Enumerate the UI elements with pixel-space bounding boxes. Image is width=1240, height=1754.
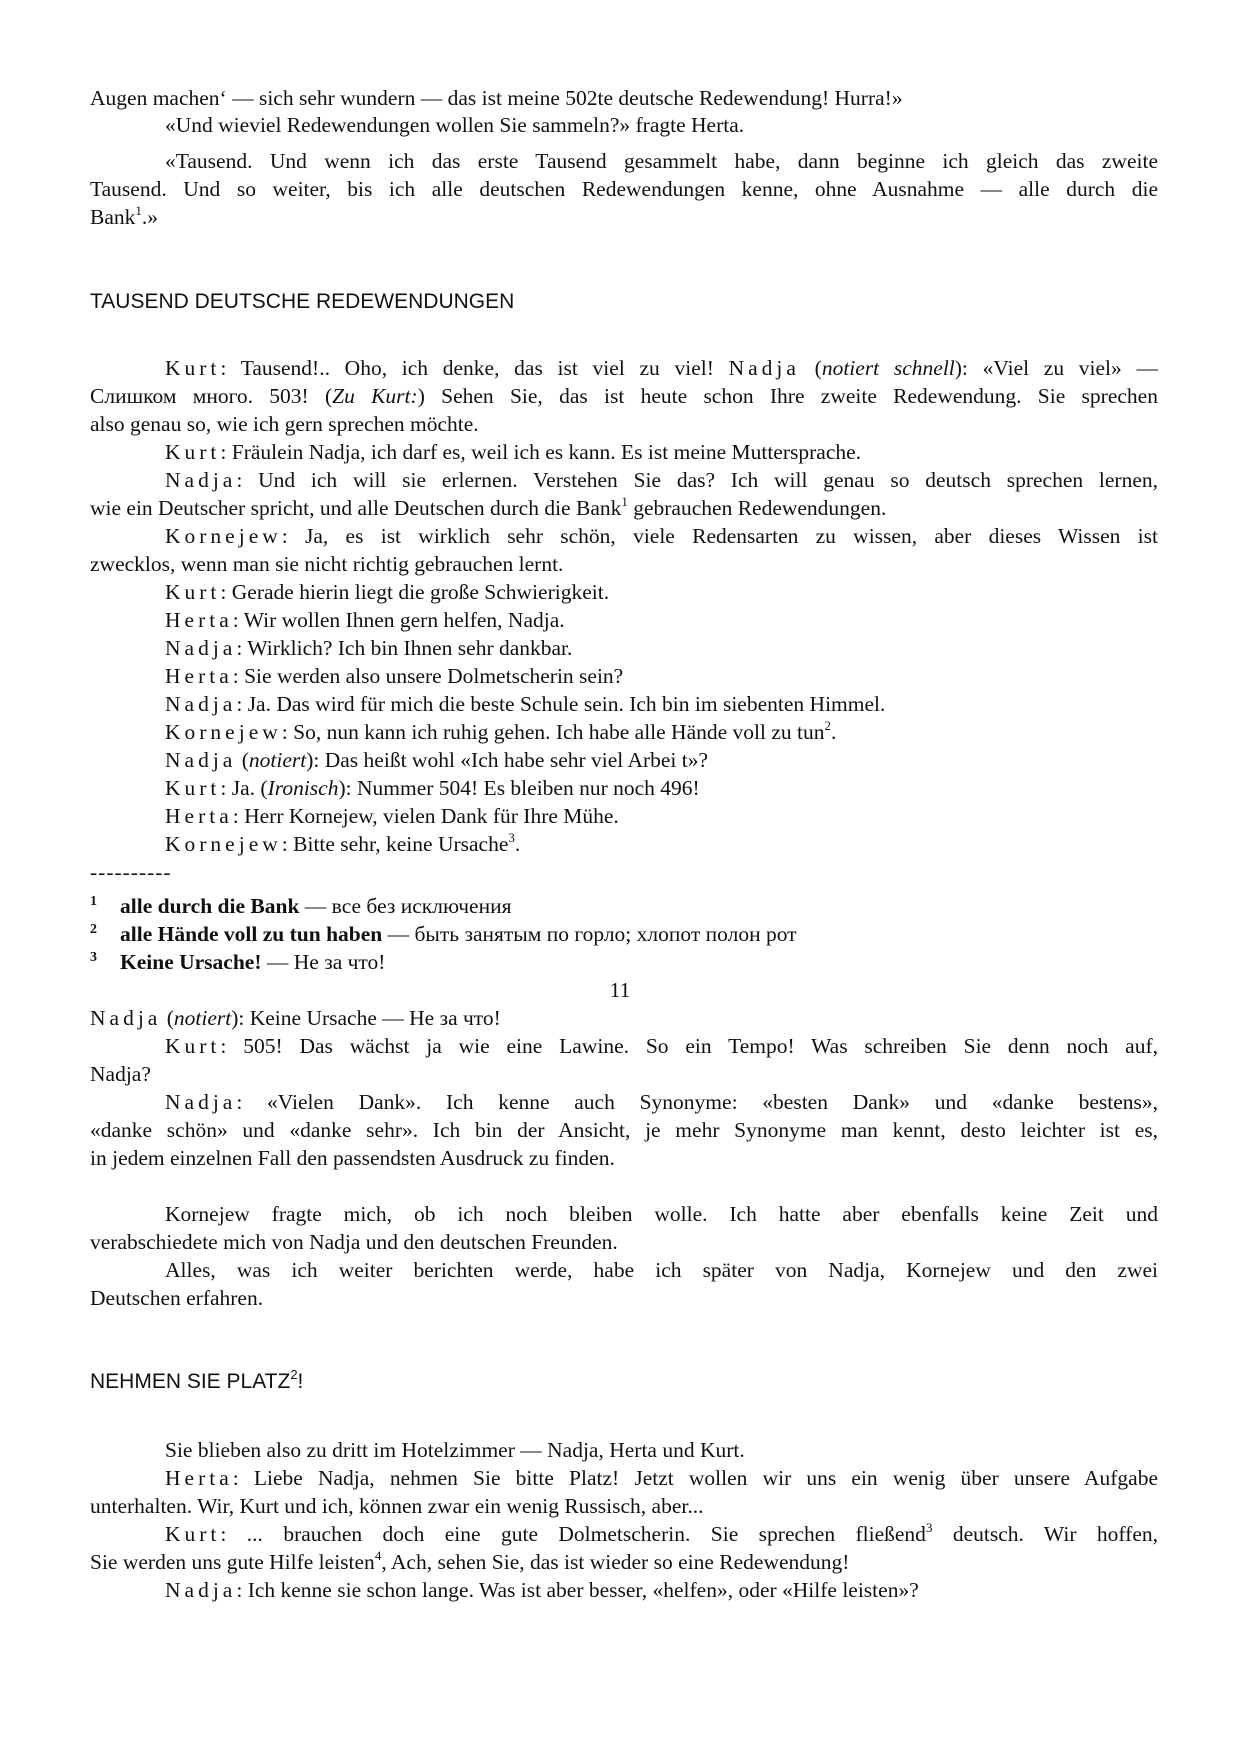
dialogue-line: Nadja: Wirklich? Ich bin Ihnen sehr dankbar. [165,636,573,660]
dialogue-line: Herta: Herr Kornejew, vielen Dank für Ihre Mühe. [165,804,619,828]
dialogue-line: Kurt: Ja. (Ironisch): Nummer 504! Es bleiben nur noch 496! [165,776,700,800]
speaker-name: Kurt [165,580,221,604]
speaker-name: Kurt [165,776,221,800]
dialogue-line: Kornejew: Ja, es ist wirklich sehr schön, viele Redensarten zu wissen, aber dieses Wissen ist [165,524,1158,548]
dialogue-line: zwecklos, wenn man sie nicht richtig gebrauchen lernt. [90,552,564,576]
dialogue-line: Kurt: Tausend!.. Oho, ich denke, das ist viel zu viel! Nadja (notiert schnell): «Viel zu viel» — [165,356,1158,380]
dialogue-line: Kornejew: Bitte sehr, keine Ursache$^3$. [165,830,521,856]
footnote-ref: 2 [290,1367,298,1382]
section-heading: TAUSEND DEUTSCHE REDEWENDUNGEN [90,290,515,313]
speaker-name: Kornejew [165,720,282,744]
speaker-name: Kornejew [165,524,282,548]
page-number: 11 [609,978,631,1002]
text-line: Tausend. Und so weiter, bis ich alle deutschen Redewendungen kenne, ohne Ausnahme — alle durch die [90,177,1158,201]
dialogue-line: unterhalten. Wir, Kurt und ich, können zwar ein wenig Russisch, aber... [90,1494,704,1518]
dialogue-line: Nadja (notiert): Das heißt wohl «Ich habe sehr viel Arbei t»? [165,748,709,772]
dialogue-line: in jedem einzelnen Fall den passendsten Ausdruck zu finden. [90,1146,615,1170]
text-line: «Und wieviel Redewendungen wollen Sie sammeln?» fragte Herta. [165,113,745,137]
speaker-name: Nadja [90,1006,162,1030]
section-heading: NEHMEN SIE PLATZ$^2$! [90,1367,304,1393]
dialogue-line: Nadja: Ja. Das wird für mich die beste Schule sein. Ich bin im siebenten Himmel. [165,692,886,716]
footnote-ref: 3 [925,1520,933,1535]
text-line: Kornejew fragte mich, ob ich noch bleiben wolle. Ich hatte aber ebenfalls keine Zeit und [165,1202,1158,1226]
dialogue-line: Kornejew: So, nun kann ich ruhig gehen. Ich habe alle Hände voll zu tun$^2$. [165,718,837,744]
dialogue-line: «danke schön» und «danke sehr». Ich bin der Ansicht, je mehr Synonyme man kennt, desto leichter ist es, [90,1118,1158,1142]
footnote: 1 alle durch die Bank — все без исключения [90,894,512,918]
footnote-ref: 1 [135,203,142,218]
dialogue-line: Herta: Liebe Nadja, nehmen Sie bitte Platz! Jetzt wollen wir uns ein wenig über unsere Aufgabe [165,1466,1158,1490]
dialogue-line: Nadja: «Vielen Dank». Ich kenne auch Synonyme: «besten Dank» und «danke bestens», [165,1090,1158,1114]
dialogue-line: wie ein Deutscher spricht, und alle Deutschen durch die Bank$^1$ gebrauchen Redewendungen. [90,494,887,520]
text-line: Deutschen erfahren. [90,1286,264,1310]
dialogue-line: Kurt: ... brauchen doch eine gute Dolmetscherin. Sie sprechen fließend$^3$ deutsch. Wir hoffen, [165,1520,1159,1546]
dialogue-line: Слишком много. 503! (Zu Kurt:) Sehen Sie, das ist heute schon Ihre zweite Redewendung. Sie sprechen [90,384,1158,408]
dialogue-line: Nadja: Ich kenne sie schon lange. Was ist aber besser, «helfen», oder «Hilfe leisten»? [165,1578,919,1602]
footnote: 3 Keine Ursache! — Не за что! [90,950,386,974]
footnote-ref: 2 [824,718,832,733]
footnote-ref: 1 [621,494,628,509]
speaker-name: Herta [165,1466,233,1490]
speaker-name: Kurt [165,1522,221,1546]
dialogue-line: Sie werden uns gute Hilfe leisten$^4$, Ach, sehen Sie, das ist wieder so eine Redewendung! [90,1548,850,1574]
speaker-name: Nadja [165,636,237,660]
text-line: Bank$^1$.» [90,203,159,229]
footnote: 2 alle Hände voll zu tun haben — быть занятым по горло; хлопот полон рот [90,922,797,946]
speaker-name: Nadja [165,748,237,772]
text-line: «Tausend. Und wenn ich das erste Tausend gesammelt habe, dann beginne ich gleich das zweite [165,149,1158,173]
text-line: Augen machen‘ — sich sehr wundern — das ist meine 502te deutsche Redewendung! Hurra!» [90,86,903,110]
speaker-name: Nadja [165,1578,237,1602]
speaker-name: Kurt [165,440,221,464]
text-line: Alles, was ich weiter berichten werde, habe ich später von Nadja, Kornejew und den zwei [165,1258,1158,1282]
dialogue-line: Nadja: Und ich will sie erlernen. Verstehen Sie das? Ich will genau so deutsch sprechen lernen, [165,468,1158,492]
speaker-name: Herta [165,608,233,632]
speaker-name: Kornejew [165,832,282,856]
speaker-name: Nadja [165,468,237,492]
dialogue-line: also genau so, wie ich gern sprechen möchte. [90,412,479,436]
text-line: verabschiedete mich von Nadja und den deutschen Freunden. [90,1230,618,1254]
dialogue-line: Herta: Wir wollen Ihnen gern helfen, Nadja. [165,608,565,632]
speaker-name: Nadja [165,692,237,716]
speaker-name: Nadja [165,1090,237,1114]
dialogue-line: Nadja (notiert): Keine Ursache — Не за что! [90,1006,501,1030]
dialogue-line: Kurt: Fräulein Nadja, ich darf es, weil ich es kann. Es ist meine Muttersprache. [165,440,862,464]
speaker-name: Kurt [165,1034,221,1058]
footnote-ref: 3 [508,830,515,845]
dialogue-line: Herta: Sie werden also unsere Dolmetscherin sein? [165,664,624,688]
text-line: Sie blieben also zu dritt im Hotelzimmer — Nadja, Herta und Kurt. [165,1438,745,1462]
dialogue-line: Kurt: Gerade hierin liegt die große Schwierigkeit. [165,580,610,604]
dialogue-line: Nadja? [90,1062,151,1086]
footnote-ref: 4 [374,1548,382,1563]
speaker-name: Herta [165,664,233,688]
speaker-name: Herta [165,804,233,828]
speaker-name: Kurt [165,356,221,380]
speaker-name: Nadja [728,356,800,380]
dialogue-line: Kurt: 505! Das wächst ja wie eine Lawine. So ein Tempo! Was schreiben Sie denn noch auf, [165,1034,1158,1058]
footnote-separator: ---------- [90,860,172,884]
